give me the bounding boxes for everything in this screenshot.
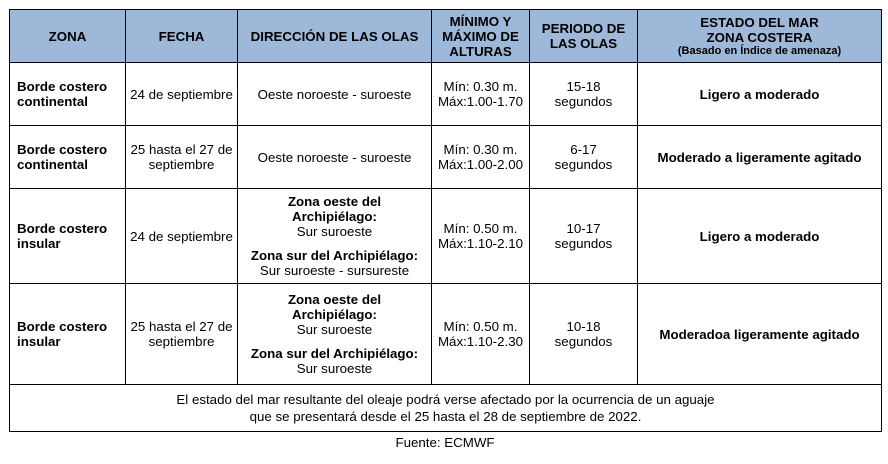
table-row (10, 63, 882, 126)
cell-periodo: 10-17 segundos (530, 189, 638, 284)
cell-periodo: 10-18 segundos (530, 284, 638, 385)
cell-periodo: 15-18 segundos (530, 63, 638, 126)
cell-direccion: Zona oeste del Archipiélago: Sur suroeste Zona sur del Archipiélago: Sur suroeste (238, 284, 432, 385)
cell-fecha: 24 de septiembre (126, 63, 238, 126)
header-periodo: PERIODO DE LAS OLAS (530, 10, 638, 63)
table-header-row (10, 10, 882, 63)
cell-zona: Borde costero insular (10, 284, 126, 385)
header-fecha: FECHA (126, 10, 238, 63)
cell-fecha: 24 de septiembre (126, 189, 238, 284)
cell-estado: Moderadoa ligeramente agitado (638, 284, 882, 385)
source-caption: Fuente: ECMWF (395, 435, 495, 450)
cell-alturas: Mín: 0.30 m. Máx:1.00-1.70 (432, 63, 530, 126)
cell-estado: Ligero a moderado (638, 63, 882, 126)
header-direccion: DIRECCIÓN DE LAS OLAS (238, 10, 432, 63)
table-note-row (10, 385, 882, 432)
table-row (10, 126, 882, 189)
header-estado: ESTADO DEL MAR ZONA COSTERA (Basado en Índice de amenaza) (638, 10, 882, 63)
forecast-table-container (9, 9, 881, 450)
cell-direccion: Oeste noroeste - suroeste (238, 126, 432, 189)
cell-periodo: 6-17 segundos (530, 126, 638, 189)
table-row (10, 189, 882, 284)
cell-estado: Moderado a ligeramente agitado (638, 126, 882, 189)
cell-direccion: Oeste noroeste - suroeste (238, 63, 432, 126)
cell-zona: Borde costero insular (10, 189, 126, 284)
cell-zona: Borde costero continental (10, 126, 126, 189)
cell-alturas: Mín: 0.30 m. Máx:1.00-2.00 (432, 126, 530, 189)
cell-zona: Borde costero continental (10, 63, 126, 126)
cell-fecha: 25 hasta el 27 de septiembre (126, 126, 238, 189)
cell-fecha: 25 hasta el 27 de septiembre (126, 284, 238, 385)
header-alturas: MÍNIMO Y MÁXIMO DE ALTURAS (432, 10, 530, 63)
table-row (10, 284, 882, 385)
cell-direccion: Zona oeste del Archipiélago: Sur suroeste Zona sur del Archipiélago: Sur suroeste - sursureste (238, 189, 432, 284)
cell-alturas: Mín: 0.50 m. Máx:1.10-2.10 (432, 189, 530, 284)
cell-alturas: Mín: 0.50 m. Máx:1.10-2.30 (432, 284, 530, 385)
header-zona: ZONA (10, 10, 126, 63)
note-cell: El estado del mar resultante del oleaje podrá verse afectado por la ocurrencia de un aguaje que se presentará desde el 25 hasta el 28 de septiembre de 2022. (10, 385, 882, 432)
cell-estado: Ligero a moderado (638, 189, 882, 284)
wave-forecast-table (9, 9, 882, 432)
